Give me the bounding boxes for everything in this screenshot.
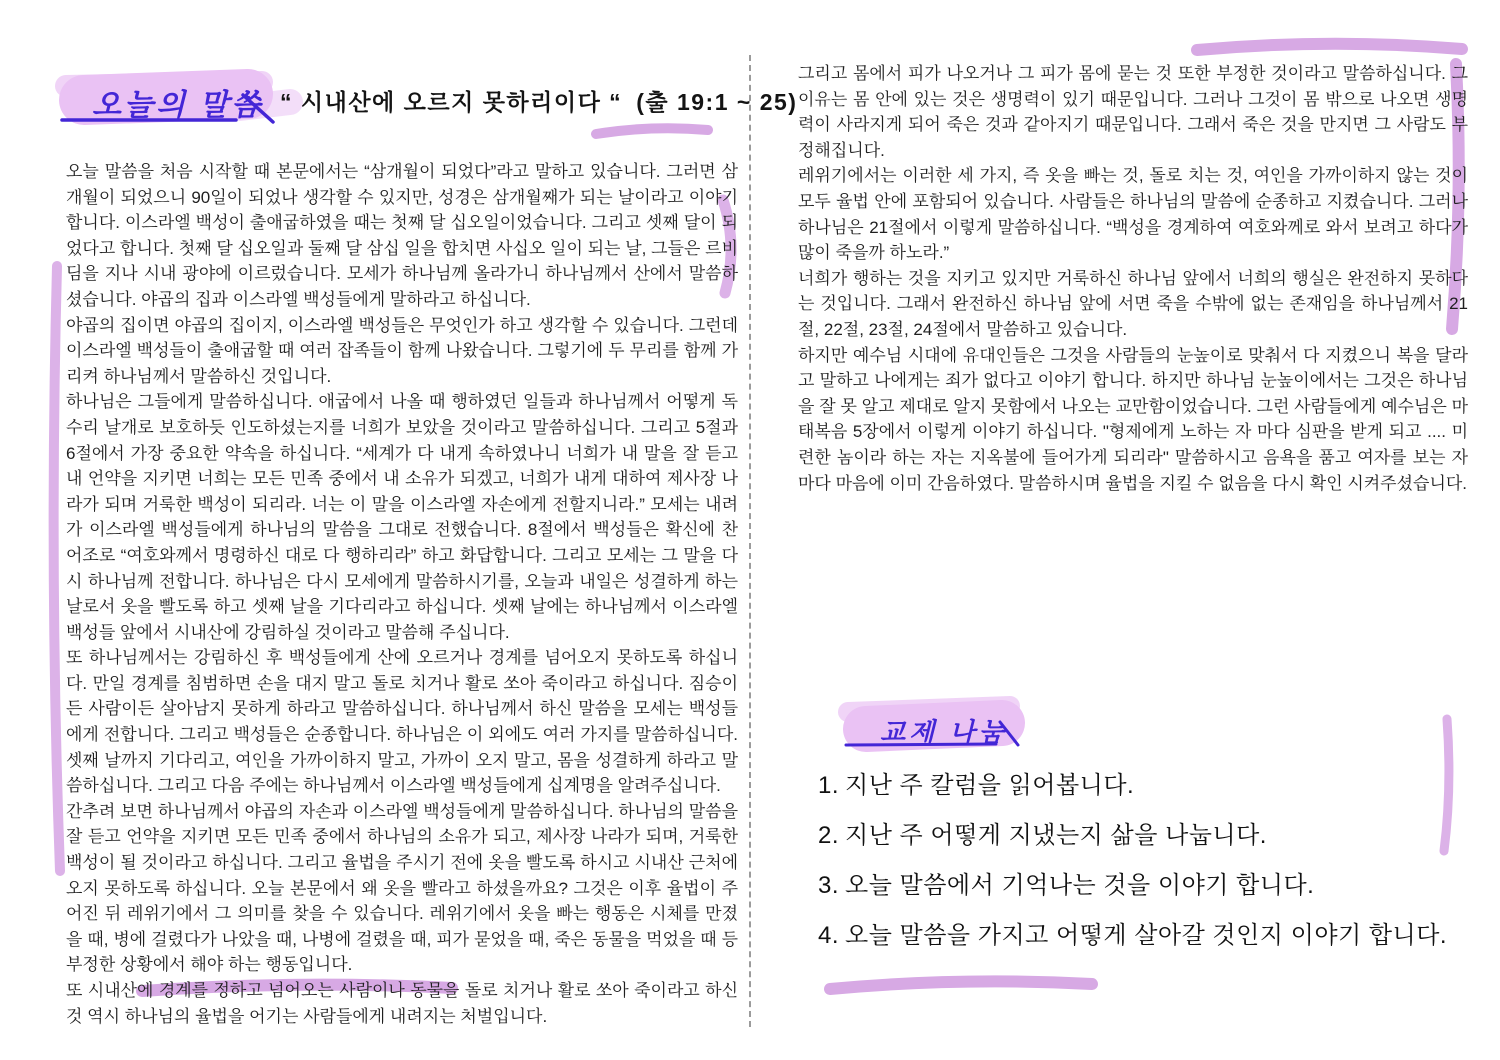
list-item-number: 3. bbox=[818, 872, 840, 899]
section-title-fellowship: 교제 나눔 bbox=[880, 717, 1008, 747]
bottom-right-brush bbox=[830, 981, 1092, 989]
list-item-text: 오늘 말씀에서 기억나는 것을 이야기 합니다. bbox=[845, 872, 1315, 899]
paragraph: 또 시내산에 경계를 정하고 넘어오는 사람이나 동물을 돌로 치거나 활로 쏘아 죽이라고 하신 것 역시 하나님의 율법을 어기는 사람들에게 내려지는 처벌입니다. bbox=[66, 981, 738, 1026]
scripture-quote: “ 시내산에 오르지 못하리이다 “ bbox=[280, 89, 623, 115]
list-item bbox=[818, 772, 1478, 800]
left-body-column bbox=[66, 159, 738, 1029]
paragraph: 야곱의 집이면 야곱의 집이지, 이스라엘 백성들은 무엇인가 하고 생각할 수 있습니다. 그런데 이스라엘 백성들이 출애굽할 때 여러 잡족들이 함께 나왔습니다. 그렇기에 두 무리를 함께 가리켜 하나님께서 말씀하신 것입니다. bbox=[66, 315, 738, 386]
list-item bbox=[818, 922, 1478, 950]
right-body-column bbox=[798, 61, 1468, 496]
list-item-number: 1. bbox=[818, 772, 840, 799]
list-item-number: 4. bbox=[818, 922, 840, 949]
paragraph: 또 하나님께서는 강림하신 후 백성들에게 산에 오르거나 경계를 넘어오지 못하도록 하십니다. 만일 경계를 침범하면 손을 대지 말고 돌로 치거나 활로 쏘아 죽이라고 하십니다. 짐승이든 사람이든 살아남지 못하게 하라고 말씀하십니다. 하나님께서 하신 말씀을 모세는 백성들에게 전합니다. 그리고 백성들은 순종합니다. 하나님은 이 외에도 여러 가지를 말씀하십니다. 셋째 날까지 기다리고, 여인을 가까이하지 말고, 가까이 오지 말고, 몸을 성결하게 하라고 말씀하십니다. 그리고 다음 주에는 하나님께서 이스라엘 백성들에게 십계명을 알려주십니다. bbox=[66, 648, 738, 796]
scripture-reference: (출 19:1 ~ 25) bbox=[636, 89, 798, 115]
list-item-text: 지난 주 칼럼을 읽어봅니다. bbox=[845, 772, 1135, 799]
list-item bbox=[818, 872, 1478, 900]
list-item-number: 2. bbox=[818, 822, 840, 849]
page-divider bbox=[749, 55, 751, 1027]
top-right-brush bbox=[1197, 44, 1462, 50]
list-item-text: 지난 주 어떻게 지냈는지 삶을 나눕니다. bbox=[845, 822, 1267, 849]
paragraph: 간추려 보면 하나님께서 야곱의 자손과 이스라엘 백성들에게 말씀하십니다. 하나님의 말씀을 잘 듣고 언약을 지키면 모든 민족 중에서 하나님의 소유가 되고, 제사장 나라가 되며, 거룩한 백성이 될 것이라고 하십니다. 그리고 율법을 주시기 전에 옷을 빨도록 하시고 시내산 근처에 오지 못하도록 하십니다. 오늘 본문에서 왜 옷을 빨라고 하셨을까요? 그것은 이후 율법이 주어진 뒤 레위기에서 그 의미를 찾을 수 있습니다. 레위기에서 옷을 빠는 행동은 시체를 만졌을 때, 병에 걸렸다가 나았을 때, 나병에 걸렸을 때, 피가 묻었을 때, 죽은 동물을 먹었을 때 등 부정한 상황에서 해야 하는 행동입니다. bbox=[66, 801, 738, 975]
paragraph: 하나님은 그들에게 말씀하십니다. 애굽에서 나올 때 행하였던 일들과 하나님께서 어떻게 독수리 날개로 보호하듯 인도하셨는지를 너희가 보았을 것이라고 말씀하십니다. 그리고 5절과 6절에서 가장 중요한 약속을 하십니다. “세계가 다 내게 속하였나니 너희가 내 말을 잘 듣고 내 언약을 지키면 너희는 모든 민족 중에서 내 소유가 되겠고, 너희가 내게 대하여 제사장 나라가 되며 거룩한 백성이 되리라. 너는 이 말을 이스라엘 자손에게 전할지니라.” 모세는 내려가 이스라엘 백성들에게 하나님의 말씀을 그대로 전했습니다. 8절에서 백성들은 확신에 찬 어조로 “여호와께서 명령하신 대로 다 행하리라” 하고 화답합니다. 그리고 모세는 그 말을 다시 하나님께 전합니다. 하나님은 다시 모세에게 말씀하시기를, 오늘과 내일은 성결하게 하는 날로서 옷을 빨도록 하고 셋째 날을 기다리라고 하십니다. 셋째 날에는 하나님께서 이스라엘 백성들 앞에서 시내산에 강림하실 것이라고 말씀해 주십니다. bbox=[66, 392, 738, 642]
paragraph: 그리고 몸에서 피가 나오거나 그 피가 몸에 묻는 것 또한 부정한 것이라고 말씀하십니다. 그 이유는 몸 안에 있는 것은 생명력이 있기 때문입니다. 그러나 그것이 몸 밖으로 나오면 생명력이 사라지게 되어 죽은 것과 같아지기 때문입니다. 그래서 죽은 것을 만지면 그 사람도 부정해집니다. bbox=[798, 64, 1468, 160]
paragraph: 너희가 행하는 것을 지키고 있지만 거룩하신 하나님 앞에서 너희의 행실은 완전하지 못하다는 것입니다. 그래서 완전하신 하나님 앞에 서면 죽을 수밖에 없는 존재임을 하나님께서 21절, 22절, 23절, 24절에서 말씀하고 있습니다. bbox=[798, 268, 1468, 339]
scripture-quote-line bbox=[280, 84, 797, 117]
fellowship-list bbox=[818, 772, 1478, 972]
left-vertical-brush bbox=[54, 266, 60, 871]
paragraph: 오늘 말씀을 처음 시작할 때 본문에서는 “삼개월이 되었다”라고 말하고 있습니다. 그러면 삼개월이 되었으니 90일이 되었나 생각할 수 있지만, 성경은 삼개월째가 되는 날이라고 이야기합니다. 이스라엘 백성이 출애굽하였을 때는 첫째 달 십오일이었습니다. 그리고 셋째 달이 되었다고 합니다. 첫째 달 십오일과 둘째 달 삼십 일을 합치면 사십오 일이 되는 날, 그들은 르비딤을 지나 시내 광야에 이르렀습니다. 모세가 하나님께 올라가니 하나님께서 산에서 말씀하셨습니다. 야곱의 집과 이스라엘 백성들에게 말하라고 하십니다. bbox=[66, 162, 738, 309]
paragraph: 하지만 예수님 시대에 유대인들은 그것을 사람들의 눈높이로 맞춰서 다 지켰으니 복을 달라고 말하고 나에게는 죄가 없다고 이야기 합니다. 하지만 하나님 눈높이에서는 그것은 하나님을 잘 못 알고 제대로 알지 못함에서 나오는 교만함이었습니다. 그런 사람들에게 예수님은 마태복음 5장에서 이렇게 이야기 하십니다. "형제에게 노하는 자 마다 심판을 받게 되고 .... 미련한 놈이라 하는 자는 지옥불에 들어가게 되리라" 말씀하시고 음욕을 품고 여자를 보는 자마다 마음에 이미 간음하였다. 말씀하시며 율법을 지킬 수 없음을 다시 확인 시켜주셨습니다. bbox=[798, 345, 1468, 493]
reference-underline-brush bbox=[596, 128, 708, 134]
section-title-todays-word: 오늘의 말씀 bbox=[92, 89, 264, 122]
list-item-text: 오늘 말씀을 가지고 어떻게 살아갈 것인지 이야기 합니다. bbox=[845, 922, 1448, 949]
list-item bbox=[818, 822, 1478, 850]
paragraph: 레위기에서는 이러한 세 가지, 즉 옷을 빠는 것, 돌로 치는 것, 여인을 가까이하지 않는 것이 모두 율법 안에 포함되어 있습니다. 사람들은 하나님의 말씀에 순종하고 지켰습니다. 그러나 하나님은 21절에서 이렇게 말씀하십니다. “백성을 경계하여 여호와께로 와서 보려고 하다가 많이 죽을까 하노라.” bbox=[798, 166, 1468, 263]
